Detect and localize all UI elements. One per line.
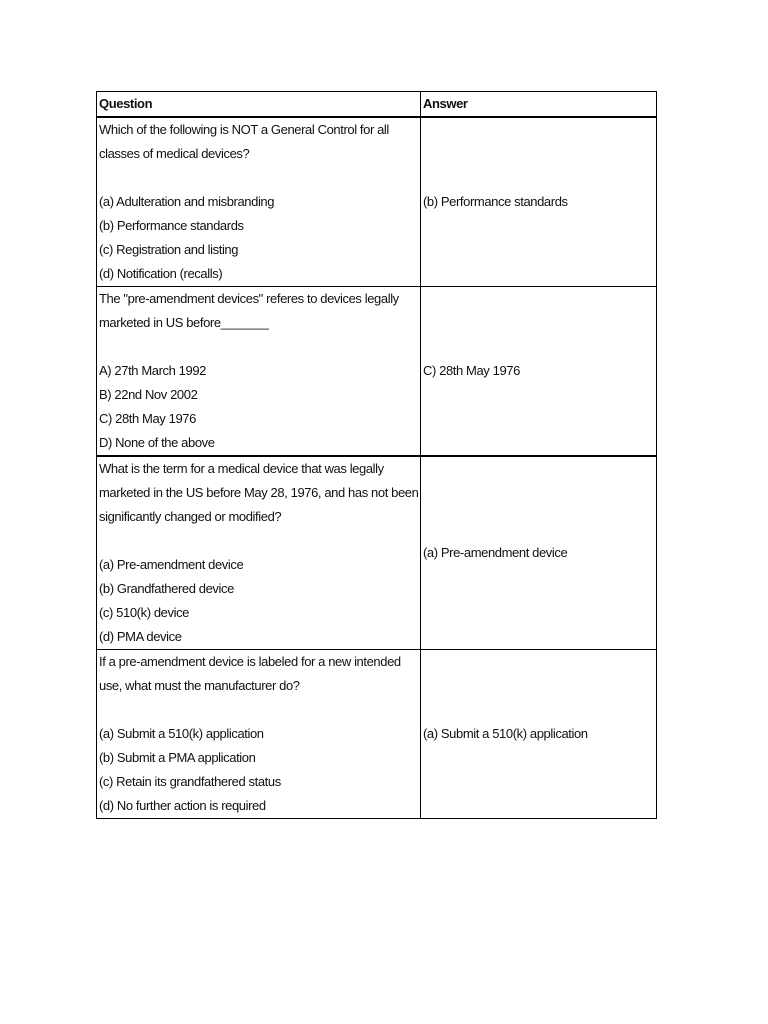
option-d: (d) No further action is required bbox=[99, 798, 266, 813]
answer-cell: C) 28th May 1976 bbox=[421, 287, 657, 457]
question-cell bbox=[97, 117, 421, 287]
question-column-header: Question bbox=[97, 92, 421, 118]
answer-cell: (b) Performance standards bbox=[421, 117, 657, 287]
answer-column-header: Answer bbox=[421, 92, 657, 118]
question-cell bbox=[97, 650, 421, 819]
option-b: B) 22nd Nov 2002 bbox=[99, 387, 198, 402]
question-text: If a pre-amendment device is labeled for a new intended use, what must the manufacturer do? bbox=[99, 654, 401, 693]
option-d: (d) Notification (recalls) bbox=[99, 266, 223, 281]
table-row bbox=[97, 117, 657, 287]
option-a: (a) Adulteration and misbranding bbox=[99, 194, 275, 209]
question-cell bbox=[97, 287, 421, 457]
option-b: (b) Grandfathered device bbox=[99, 581, 234, 596]
question-answer-table bbox=[96, 91, 657, 819]
question-text: The "pre-amendment devices" referes to devices legally marketed in US before_______ bbox=[99, 291, 399, 330]
option-c: (c) Retain its grandfathered status bbox=[99, 774, 281, 789]
option-c: (c) Registration and listing bbox=[99, 242, 239, 257]
option-d: D) None of the above bbox=[99, 435, 215, 450]
question-cell bbox=[97, 456, 421, 650]
table-header-row bbox=[97, 92, 657, 118]
table-row bbox=[97, 650, 657, 819]
option-a: (a) Pre-amendment device bbox=[99, 557, 244, 572]
option-b: (b) Performance standards bbox=[99, 218, 244, 233]
answer-cell: (a) Submit a 510(k) application bbox=[421, 650, 657, 819]
option-a: (a) Submit a 510(k) application bbox=[99, 726, 264, 741]
answer-cell: (a) Pre-amendment device bbox=[421, 456, 657, 650]
option-b: (b) Submit a PMA application bbox=[99, 750, 256, 765]
option-c: (c) 510(k) device bbox=[99, 605, 190, 620]
table-row bbox=[97, 456, 657, 650]
option-c: C) 28th May 1976 bbox=[99, 411, 196, 426]
table-row bbox=[97, 287, 657, 457]
option-d: (d) PMA device bbox=[99, 629, 182, 644]
question-text: What is the term for a medical device that was legally marketed in the US before May 28, 1976, and has not been significantly changed or modified? bbox=[99, 461, 419, 524]
question-text: Which of the following is NOT a General Control for all classes of medical devices? bbox=[99, 122, 389, 161]
option-a: A) 27th March 1992 bbox=[99, 363, 206, 378]
